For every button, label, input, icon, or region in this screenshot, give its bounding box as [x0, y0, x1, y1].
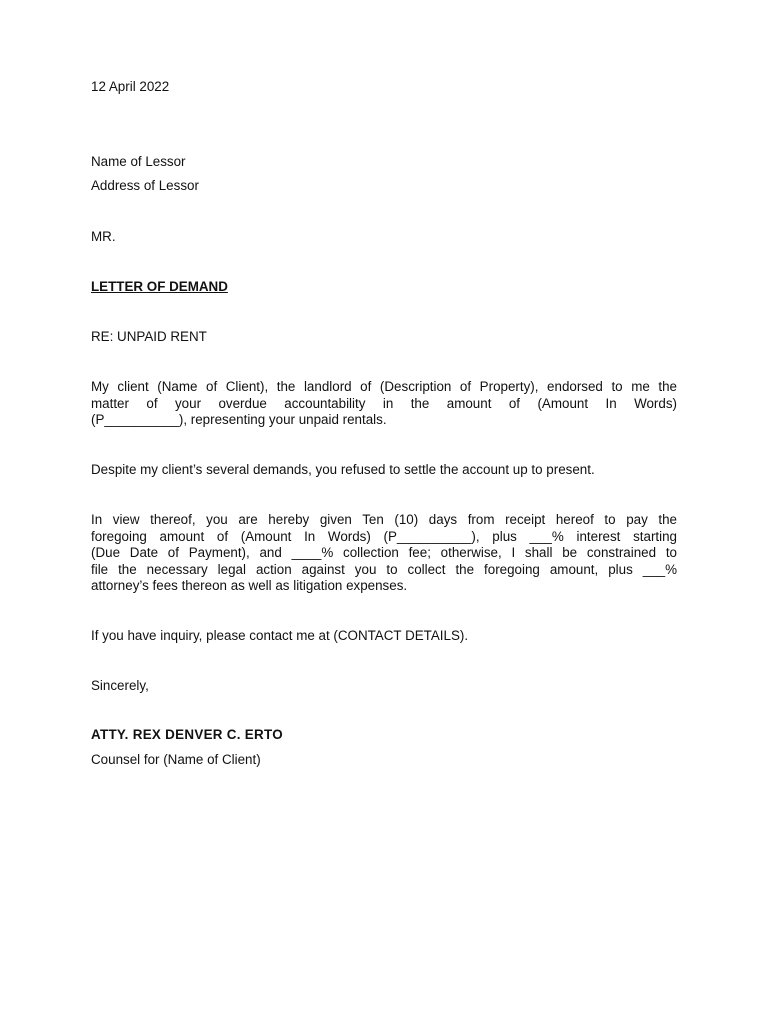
letter-subject: RE: UNPAID RENT — [91, 329, 207, 344]
paragraph-3-line: In view thereof, you are hereby given Ten (10) days from receipt hereof to pay the — [91, 512, 677, 527]
paragraph-1-line: (P__________), representing your unpaid rentals. — [91, 412, 387, 428]
paragraph-1 — [91, 379, 677, 429]
paragraph-4: If you have inquiry, please contact me at (CONTACT DETAILS). — [91, 628, 469, 643]
recipient-address: Address of Lessor — [91, 178, 199, 193]
paragraph-3-line: file the necessary legal action against you to collect the foregoing amount, plus ___% — [91, 561, 677, 577]
paragraph-1-line: My client (Name of Client), the landlord of (Description of Property), endorsed to me the — [91, 379, 677, 394]
letter-title: LETTER OF DEMAND — [91, 279, 228, 294]
paragraph-3 — [91, 512, 677, 595]
paragraph-3-line: foregoing amount of (Amount In Words) (P__________), plus ___% interest starting — [91, 528, 677, 544]
paragraph-1-line: matter of your overdue accountability in the amount of (Amount In Words) — [91, 395, 677, 411]
closing: Sincerely, — [91, 678, 149, 693]
salutation: MR. — [91, 229, 116, 244]
recipient-name: Name of Lessor — [91, 154, 186, 169]
signatory-title: Counsel for (Name of Client) — [91, 752, 261, 767]
paragraph-2: Despite my client’s several demands, you refused to settle the account up to present. — [91, 462, 595, 477]
signatory-name: ATTY. REX DENVER C. ERTO — [91, 727, 283, 742]
paragraph-3-line: (Due Date of Payment), and ____% collection fee; otherwise, I shall be constrained to — [91, 545, 677, 561]
letter-date: 12 April 2022 — [91, 79, 170, 94]
paragraph-3-line: attorney’s fees thereon as well as litigation expenses. — [91, 578, 408, 594]
